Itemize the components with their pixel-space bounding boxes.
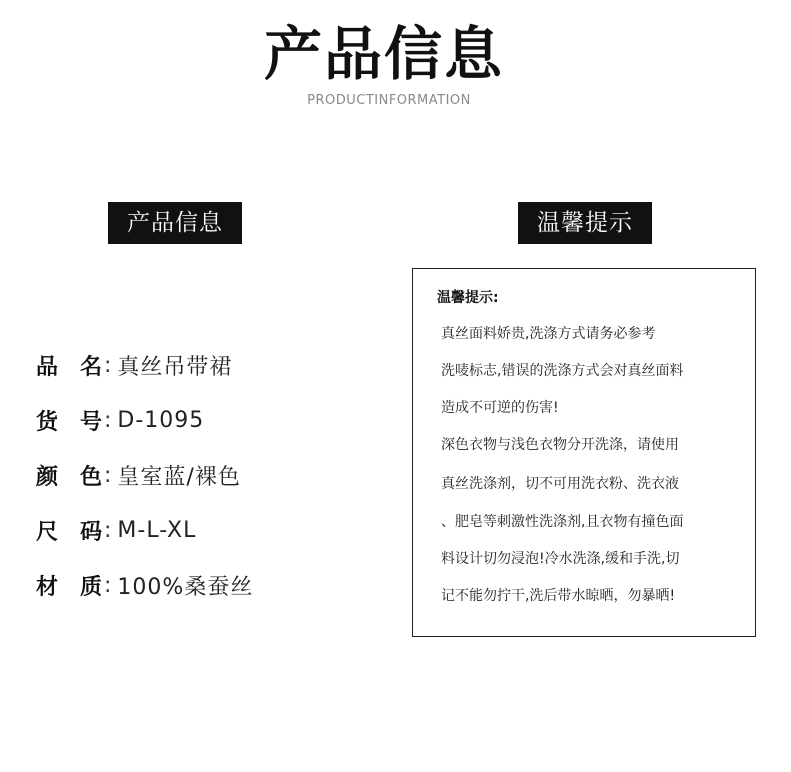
spec-row-color <box>36 448 253 503</box>
tips-line: 洗唛标志,错误的洗涤方式会对真丝面料 <box>441 363 684 379</box>
tips-line: 料设计切勿浸泡!冷水洗涤,缓和手洗,切 <box>441 551 680 567</box>
tips-line: 、肥皂等刺激性洗涤剂,且衣物有撞色面 <box>441 514 684 530</box>
tips-line: 深色衣物与浅色衣物分开洗涤，请使用 <box>441 437 679 453</box>
tips-line: 记不能勿拧干,洗后带水晾晒，勿暴晒! <box>441 588 676 604</box>
spec-row-material <box>36 558 253 613</box>
spec-value: 真丝吊带裙 <box>117 355 233 380</box>
spec-value: M-L-XL <box>117 518 197 543</box>
product-info-tag: 产品信息 <box>108 202 242 244</box>
spec-key: 货 号 <box>36 410 102 435</box>
tips-heading: 温馨提示: <box>437 290 499 306</box>
spec-row-size <box>36 503 253 558</box>
tips-line: 真丝面料娇贵,洗涤方式请务必参考 <box>441 326 656 342</box>
spec-key: 颜 色 <box>36 465 102 490</box>
spec-list <box>36 338 253 613</box>
spec-value: 皇室蓝/裸色 <box>117 465 241 490</box>
page-title: 产品信息 <box>263 20 504 88</box>
spec-row-sku <box>36 393 253 448</box>
spec-separator: : <box>104 353 112 378</box>
spec-row-name <box>36 338 253 393</box>
spec-separator: : <box>104 573 112 598</box>
tips-tag: 温馨提示 <box>518 202 652 244</box>
spec-value: 100%桑蚕丝 <box>117 575 254 600</box>
page-subtitle: PRODUCTINFORMATION <box>307 93 471 108</box>
spec-separator: : <box>104 518 112 543</box>
spec-separator: : <box>104 408 112 433</box>
spec-key: 尺 码 <box>36 520 102 545</box>
tips-line: 真丝洗涤剂，切不可用洗衣粉、洗衣液 <box>441 476 679 492</box>
spec-key: 品 名 <box>36 355 102 380</box>
spec-key: 材 质 <box>36 575 102 600</box>
spec-separator: : <box>104 463 112 488</box>
tips-line: 造成不可逆的伤害! <box>441 400 559 416</box>
care-tips-box <box>412 268 756 637</box>
spec-value: D-1095 <box>117 408 205 433</box>
